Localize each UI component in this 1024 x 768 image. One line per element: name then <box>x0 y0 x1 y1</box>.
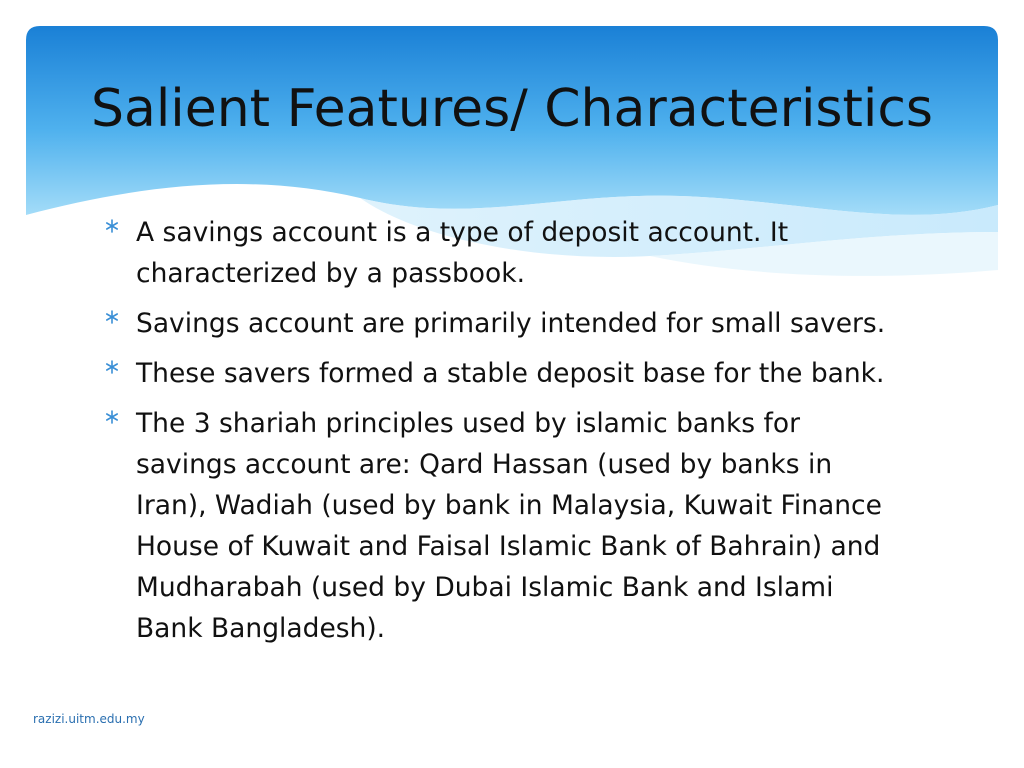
slide-title: Salient Features/ Characteristics <box>90 79 934 139</box>
bullet-text: The 3 shariah principles used by islamic banks for savings account are: Qard Hassan (used by banks in Iran), Wadiah (used by bank in Malaysia, Kuwait Finance House of Kuwait and Faisal Islamic Bank of Bahrain) and Mudharabah (used by Dubai Islamic Bank and Islami Bank Bangladesh). <box>136 408 882 644</box>
bullet-item <box>104 353 894 394</box>
bullet-item <box>104 212 894 294</box>
bullet-text: A savings account is a type of deposit account. It characterized by a passbook. <box>136 217 789 289</box>
asterisk-bullet-icon <box>104 218 120 234</box>
asterisk-bullet-icon <box>104 359 120 375</box>
bullet-item <box>104 403 894 649</box>
bullet-item <box>104 303 894 344</box>
bullet-text: Savings account are primarily intended for small savers. <box>136 308 886 339</box>
asterisk-bullet-icon <box>104 309 120 325</box>
bullet-list <box>104 212 894 658</box>
bullet-text: These savers formed a stable deposit base for the bank. <box>136 358 885 389</box>
footer-source-text: razizi.uitm.edu.my <box>33 712 145 726</box>
asterisk-bullet-icon <box>104 409 120 425</box>
